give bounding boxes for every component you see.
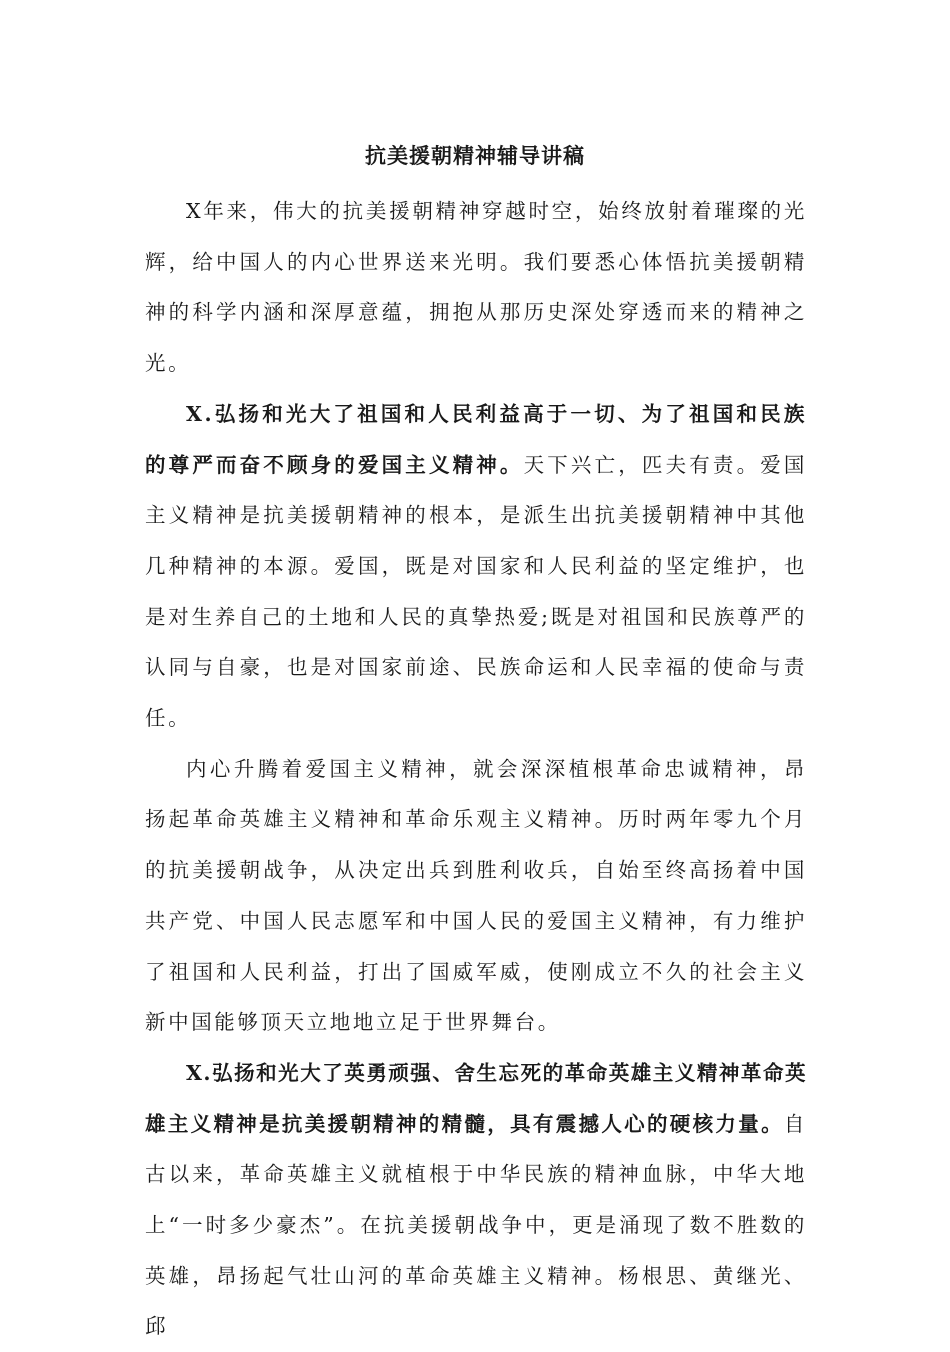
document-body	[145, 186, 807, 1352]
paragraph-text: X年来，伟大的抗美援朝精神穿越时空，始终放射着璀璨的光辉，给中国人的内心世界送来光明。我们要悉心体悟抗美援朝精神的科学内涵和深厚意蕴，拥抱从那历史深处穿透而来的精神之光。	[145, 199, 807, 376]
document-title: 抗美援朝精神辅导讲稿	[365, 143, 585, 168]
paragraph-text: 天下兴亡，匹夫有责。爱国主义精神是抗美援朝精神的根本，是派生出抗美援朝精神中其他几种精神的本源。爱国，既是对国家和人民利益的坚定维护，也是对生养自己的土地和人民的真挚热爱;既是对祖国和民族尊严的认同与自豪，也是对国家前途、民族命运和人民幸福的使命与责任。	[145, 452, 807, 731]
paragraph-patriotism	[145, 389, 807, 744]
section-heading-heroism: X.弘扬和光大了英勇顽强、舍生忘死的革命英雄主义精神革命英雄主义精神是抗美援朝精神的精髓，具有震撼人心的硬核力量。	[145, 1060, 807, 1136]
section-heading-patriotism: X.弘扬和光大了祖国和人民利益高于一切、为了祖国和民族的尊严而奋不顾身的爱国主义精神。	[145, 401, 807, 477]
paragraph-intro	[145, 186, 807, 389]
paragraph-heroism	[145, 1048, 807, 1352]
paragraph-patriotism-continued	[145, 744, 807, 1048]
paragraph-text: 自古以来，革命英雄主义就植根于中华民族的精神血脉，中华大地上“一时多少豪杰”。在抗美援朝战争中，更是涌现了数不胜数的英雄，昂扬起气壮山河的革命英雄主义精神。杨根思、黄继光、邱	[145, 1111, 807, 1339]
paragraph-text: 内心升腾着爱国主义精神，就会深深植根革命忠诚精神，昂扬起革命英雄主义精神和革命乐观主义精神。历时两年零九个月的抗美援朝战争，从决定出兵到胜利收兵，自始至终高扬着中国共产党、中国人民志愿军和中国人民的爱国主义精神，有力维护了祖国和人民利益，打出了国威军威，使刚成立不久的社会主义新中国能够顶天立地地立足于世界舞台。	[145, 756, 807, 1035]
